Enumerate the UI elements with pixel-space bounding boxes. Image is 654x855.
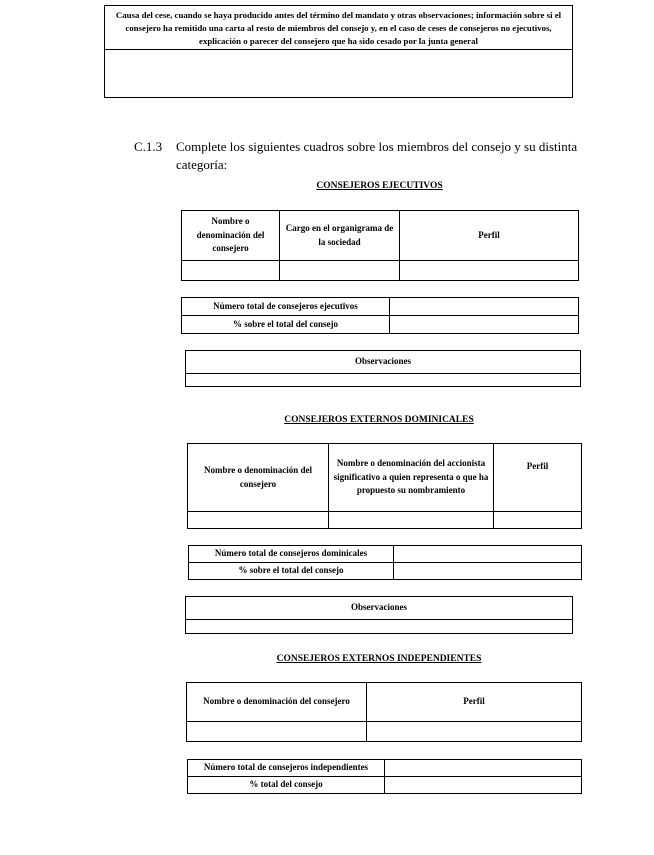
table-row [186,620,573,634]
table-row [186,374,581,387]
table-header-row [186,597,573,620]
col-accionista: Nombre o denominación del accionista significativo a quien representa o que ha propuesto su nombramiento [329,444,494,512]
independientes-table [186,682,582,742]
observations-label: Observaciones [186,597,573,620]
col-perfil: Perfil [494,444,582,512]
cese-observations-header: Causa del cese, cuando se haya producido antes del término del mandato y otras observaciones; información sobre si el consejero ha remitido una carta al resto de miembros del consejo y, en el caso de ceses de consejeros no ejecutivos, explicación o parecer del consejero que ha sido cesado por la junta general [105,6,572,50]
ejecutivos-table [181,210,579,281]
pct-value[interactable] [385,777,582,794]
table-header-row [188,444,582,512]
table-header-row [182,211,579,261]
col-nombre: Nombre o denominación del consejero [188,444,329,512]
total-value[interactable] [390,298,579,316]
table-row [182,316,579,334]
table-row [188,760,582,777]
col-nombre: Nombre o denominación del consejero [187,683,367,722]
total-label: Número total de consejeros independientes [188,760,385,777]
total-label: Número total de consejeros ejecutivos [182,298,390,316]
cell-nombre[interactable] [182,261,280,281]
col-cargo: Cargo en el organigrama de la sociedad [280,211,400,261]
total-label: Número total de consejeros dominicales [189,546,394,563]
col-nombre: Nombre o denominación del consejero [182,211,280,261]
dominicales-table [187,443,582,529]
col-perfil: Perfil [367,683,582,722]
cell-perfil[interactable] [494,512,582,529]
table-row [187,722,582,742]
total-value[interactable] [394,546,582,563]
ejecutivos-observations-table [185,350,581,387]
pct-label: % total del consejo [188,777,385,794]
ejecutivos-totals-table [181,297,579,334]
section-number: C.1.3 [134,139,163,154]
dominicales-totals-table [188,545,582,580]
section-text: Complete los siguientes cuadros sobre los miembros del consejo y su distinta categoría: [176,139,578,172]
table-row [182,298,579,316]
table-row [188,777,582,794]
pct-value[interactable] [394,563,582,580]
cell-cargo[interactable] [280,261,400,281]
observations-label: Observaciones [186,351,581,374]
cese-observations-box [104,5,573,98]
heading-independientes: CONSEJEROS EXTERNOS INDEPENDIENTES [276,654,482,664]
table-row [188,512,582,529]
table-header-row [186,351,581,374]
cell-nombre[interactable] [187,722,367,742]
independientes-totals-table [187,759,582,794]
cell-nombre[interactable] [188,512,329,529]
pct-value[interactable] [390,316,579,334]
pct-label: % sobre el total del consejo [189,563,394,580]
table-row [182,261,579,281]
col-perfil: Perfil [400,211,579,261]
table-header-row [187,683,582,722]
table-row [189,546,582,563]
total-value[interactable] [385,760,582,777]
cese-observations-cell[interactable] [105,50,572,98]
table-row [189,563,582,580]
heading-dominicales: CONSEJEROS EXTERNOS DOMINICALES [284,415,474,425]
observations-cell[interactable] [186,374,581,387]
cell-accionista[interactable] [329,512,494,529]
observations-cell[interactable] [186,620,573,634]
dominicales-observations-table [185,596,573,634]
cell-perfil[interactable] [367,722,582,742]
heading-ejecutivos: CONSEJEROS EJECUTIVOS [316,181,443,191]
cell-perfil[interactable] [400,261,579,281]
pct-label: % sobre el total del consejo [182,316,390,334]
